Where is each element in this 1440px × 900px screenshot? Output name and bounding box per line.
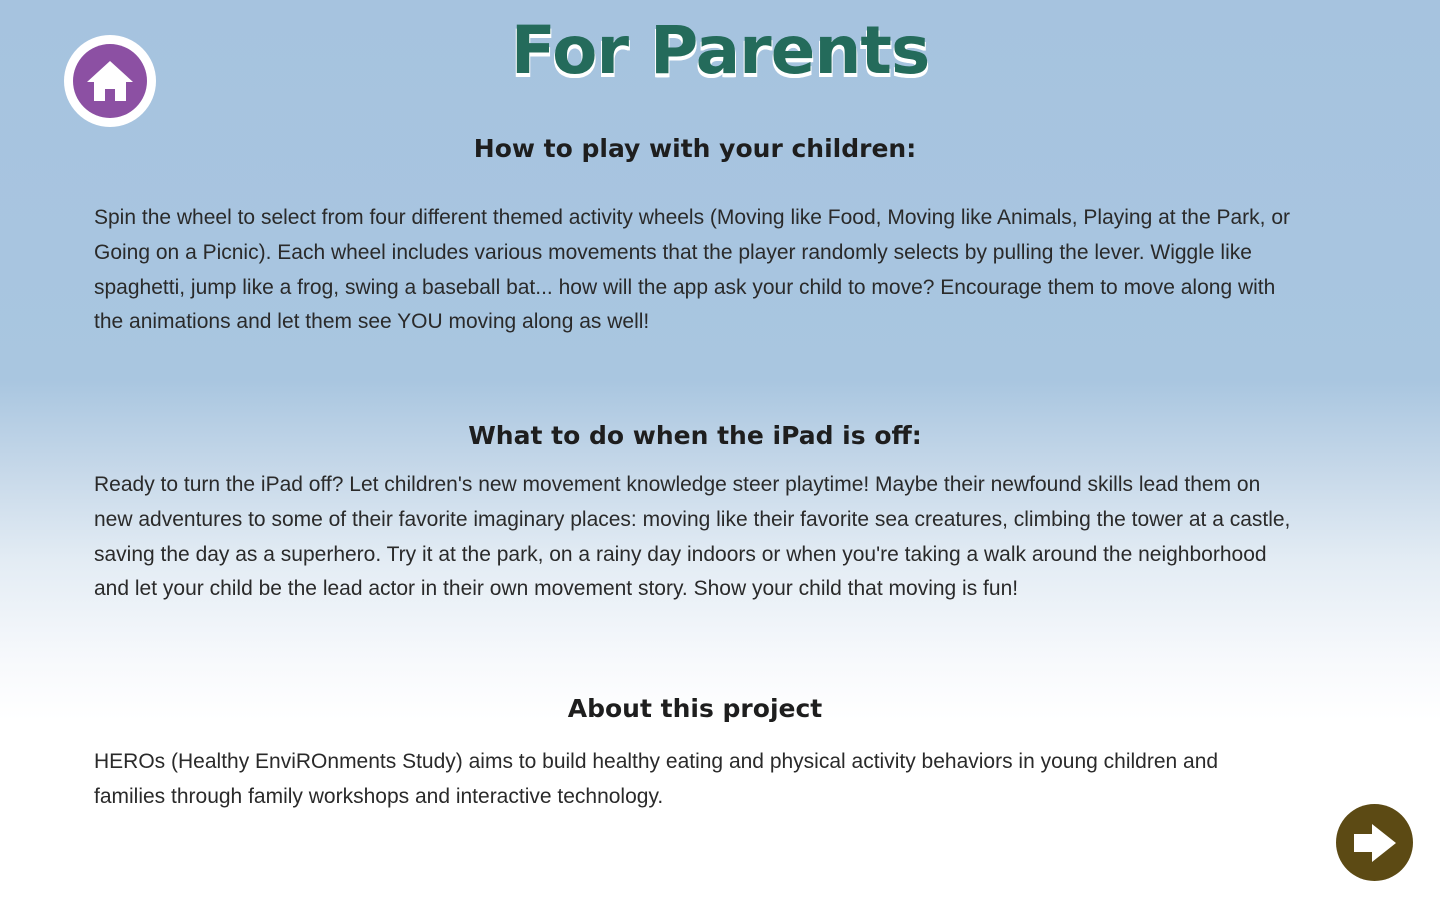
section-body-how-to-play: Spin the wheel to select from four different themed activity wheels (Moving like Food, Moving like Animals, Playing at the Park, or Going on a Picnic). Each wheel includes various movements that the player randomly selects by pulling the lever. Wiggle like spaghetti, jump like a frog, swing a baseball bat... how will the app ask your child to move? Encourage them to move along with the animations and let them see YOU moving along as well! xyxy=(94,206,1291,334)
section-heading-ipad-off: What to do when the iPad is off: xyxy=(468,421,922,450)
next-button[interactable] xyxy=(1336,804,1413,881)
arrow-right-icon xyxy=(1350,821,1400,865)
section-heading-how-to-play: How to play with your children: xyxy=(473,134,917,163)
section-heading-about: About this project xyxy=(567,694,823,723)
page-title: For Parents xyxy=(510,12,930,89)
section-body-ipad-off: Ready to turn the iPad off? Let children's new movement knowledge steer playtime! Maybe their newfound skills lead them on new adventures to some of their favorite imaginary places: moving like their favorite sea creatures, climbing the tower at a castle, saving the day as a superhero. Try it at the park, on a rainy day indoors or when you're taking a walk around the neighborhood and let your child be the lead actor in their own movement story. Show your child that moving is fun! xyxy=(94,473,1291,601)
section-body-about: HEROs (Healthy EnviROnments Study) aims to build healthy eating and physical activity behaviors in young children and families through family workshops and interactive technology. xyxy=(94,750,1219,808)
